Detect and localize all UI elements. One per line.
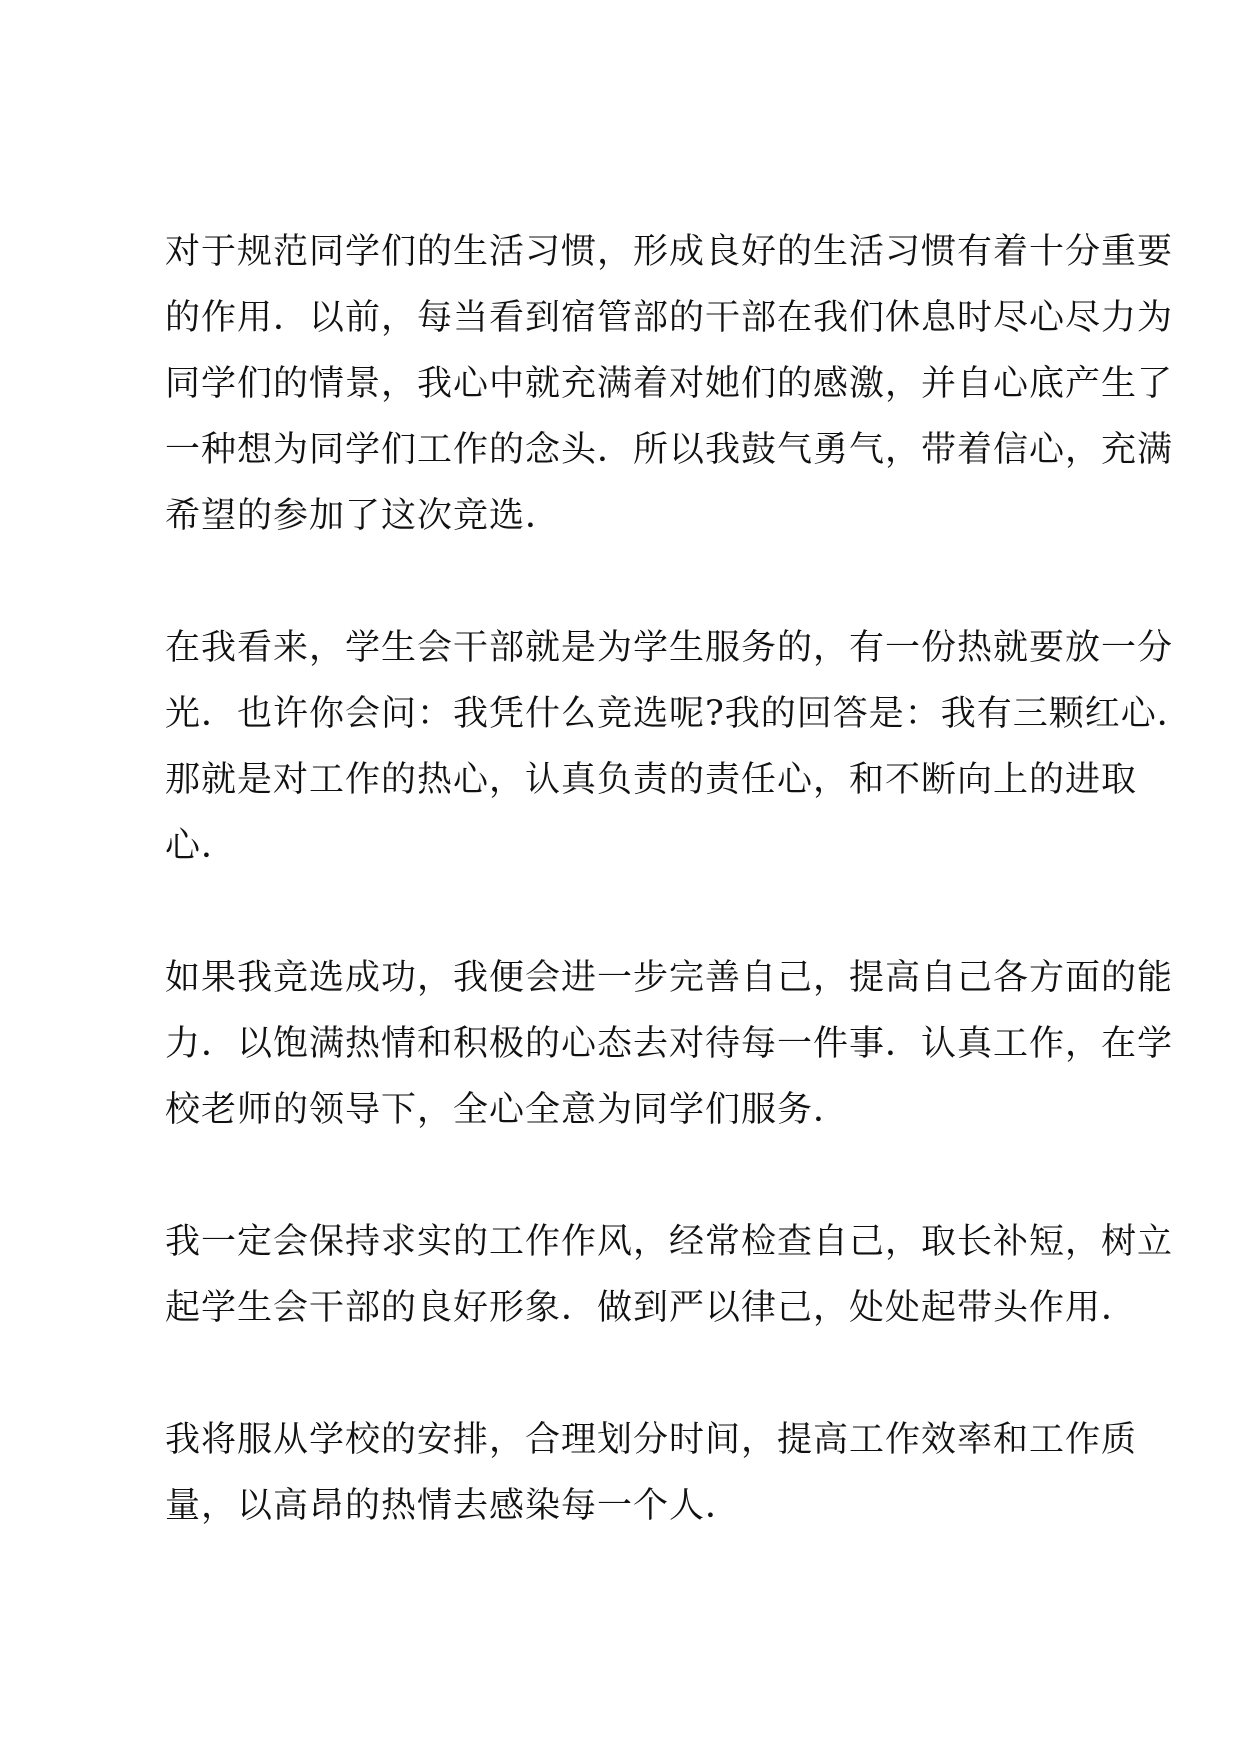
text-line: 我将服从学校的安排，合理划分时间，提高工作效率和工作质 — [165, 1420, 1138, 1460]
text-line: 那就是对工作的热心，认真负责的责任心，和不断向上的进取 — [165, 760, 1138, 800]
text-line: 如果我竞选成功，我便会进一步完善自己，提高自己各方面的能 — [165, 958, 1174, 998]
text-line: 我一定会保持求实的工作作风，经常检查自己，取长补短，树立 — [165, 1222, 1174, 1262]
paragraph-3 — [165, 945, 1174, 1143]
paragraph-4 — [165, 1209, 1174, 1341]
text-line: 的作用．以前，每当看到宿管部的干部在我们休息时尽心尽力为 — [165, 298, 1174, 338]
text-line: 力．以饱满热情和积极的心态去对待每一件事．认真工作，在学 — [165, 1024, 1174, 1064]
paragraph-5 — [165, 1407, 1138, 1539]
text-line: 希望的参加了这次竞选． — [165, 496, 562, 536]
text-line: 对于规范同学们的生活习惯，形成良好的生活习惯有着十分重要 — [165, 232, 1174, 272]
text-line: 心． — [165, 826, 238, 866]
paragraph-2 — [165, 615, 1193, 879]
document-body — [165, 219, 1193, 1605]
text-line: 起学生会干部的良好形象．做到严以律己，处处起带头作用． — [165, 1288, 1138, 1328]
text-line: 量，以高昂的热情去感染每一个人． — [165, 1486, 742, 1526]
text-line: 校老师的领导下，全心全意为同学们服务． — [165, 1090, 850, 1130]
text-line: 一种想为同学们工作的念头．所以我鼓气勇气，带着信心，充满 — [165, 430, 1174, 470]
text-line: 光．也许你会问：我凭什么竞选呢?我的回答是：我有三颗红心． — [165, 694, 1193, 734]
paragraph-1 — [165, 219, 1174, 549]
text-line: 在我看来，学生会干部就是为学生服务的，有一份热就要放一分 — [165, 628, 1174, 668]
text-line: 同学们的情景，我心中就充满着对她们的感激，并自心底产生了 — [165, 364, 1174, 404]
